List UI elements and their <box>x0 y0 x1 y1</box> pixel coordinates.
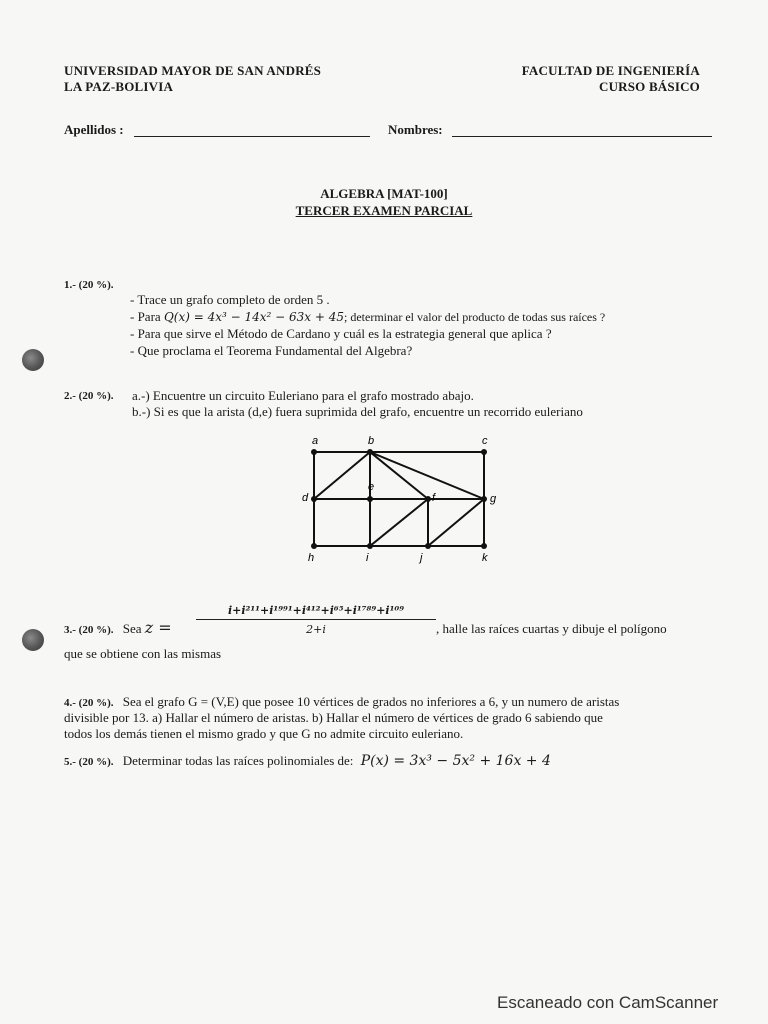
question-4-line-2: divisible por 13. a) Hallar el número de aristas. b) Hallar el número de vértices de grado 6 sabiendo que <box>64 710 603 725</box>
question-1-item-2 <box>130 309 605 325</box>
graph-node-k <box>481 543 487 549</box>
question-3-line-2: que se obtiene con las mismas <box>64 646 222 661</box>
university-name: UNIVERSIDAD MAYOR DE SAN ANDRÉS <box>64 63 322 78</box>
graph-node-c <box>481 449 487 455</box>
graph-edge-f-i <box>370 499 428 546</box>
graph-node-label-c: c <box>482 435 488 447</box>
question-5 <box>64 753 551 770</box>
graph-node-label-e: e <box>368 481 375 493</box>
graph-node-label-f: f <box>432 492 436 504</box>
camscanner-watermark: Escaneado con CamScanner <box>497 993 719 1012</box>
fraction-numerator: i+i²¹¹+i¹⁹⁹¹+i⁴¹²+i⁶⁵+i¹⁷⁸⁹+i¹⁰⁹ <box>227 604 405 617</box>
exam-subject: ALGEBRA [MAT-100] <box>320 186 448 201</box>
graph-edge-b-f <box>370 452 428 499</box>
exam-title-text: TERCER EXAMEN PARCIAL <box>295 203 473 218</box>
question-2-number: 2.- (20 %). <box>64 390 114 402</box>
fraction <box>196 604 436 636</box>
graph-edges <box>314 452 484 546</box>
question-1-number: 1.- (20 %). <box>64 279 114 291</box>
graph-edge-b-g <box>370 452 484 499</box>
exam-title <box>0 203 768 219</box>
graph-node-j <box>425 543 431 549</box>
faculty-header <box>522 63 700 95</box>
question-5-number: 5.- (20 %). <box>64 756 114 768</box>
institution-header <box>64 63 321 95</box>
graph-node-d <box>311 496 317 502</box>
punch-hole-bottom <box>22 629 44 651</box>
question-4-line-3: todos los demás tienen el mismo grado y que G no admite circuito euleriano. <box>64 726 464 741</box>
euler-graph <box>290 430 510 570</box>
graph-node-h <box>311 543 317 549</box>
graph-node-label-h: h <box>308 552 315 564</box>
graph-edge-b-d <box>314 452 370 499</box>
question-4-text-1: Sea el grafo G = (V,E) que posee 10 vértices de grados no inferiores a 6, y un numero de aristas <box>122 694 620 709</box>
graph-node-label-a: a <box>312 435 319 447</box>
graph-node-f <box>425 496 431 502</box>
question-1-item-2-prefix: - Para <box>130 309 161 324</box>
variable-z: z = <box>144 618 172 637</box>
apellidos-label: Apellidos : <box>64 122 124 137</box>
apellidos-field[interactable] <box>134 136 370 137</box>
graph-node-a <box>311 449 317 455</box>
question-1-item-3: - Para que sirve el Método de Cardano y cuál es la estrategia general que aplica ? <box>130 326 552 341</box>
polynomial-q: Q(x) = 4x³ − 14x² − 63x + 45 <box>163 310 345 324</box>
question-3-prefix: Sea <box>122 621 142 636</box>
graph-node-g <box>481 496 487 502</box>
question-3-suffix: , halle las raíces cuartas y dibuje el polígono <box>436 621 667 636</box>
nombres-field[interactable] <box>452 136 712 137</box>
graph-node-label-d: d <box>302 492 309 504</box>
question-3-number: 3.- (20 %). <box>64 624 114 636</box>
graph-node-label-b: b <box>368 435 375 447</box>
question-4-line-1 <box>64 694 619 711</box>
graph-node-label-k: k <box>482 552 488 564</box>
question-4-number: 4.- (20 %). <box>64 697 114 709</box>
graph-edge-g-j <box>428 499 484 546</box>
question-2-part-a: a.-) Encuentre un circuito Euleriano para el grafo mostrado abajo. <box>132 388 474 403</box>
university-city: LA PAZ-BOLIVIA <box>64 79 174 94</box>
question-1-item-4: - Que proclama el Teorema Fundamental del Algebra? <box>130 343 413 358</box>
fraction-denominator: 2+i <box>306 623 326 636</box>
graph-node-label-i: i <box>366 552 369 564</box>
graph-node-label-g: g <box>490 493 497 505</box>
course-name: CURSO BÁSICO <box>598 79 700 94</box>
graph-node-b <box>367 449 373 455</box>
polynomial-p: P(x) = 3x³ − 5x² + 16x + 4 <box>360 753 551 769</box>
nombres-label: Nombres: <box>388 122 443 137</box>
question-2-part-b: b.-) Si es que la arista (d,e) fuera suprimida del grafo, encuentre un recorrido euleriano <box>132 404 583 419</box>
punch-hole-top <box>22 349 44 371</box>
graph-node-i <box>367 543 373 549</box>
graph-node-label-j: j <box>420 552 423 564</box>
question-1-item-1: - Trace un grafo completo de orden 5 . <box>130 292 330 307</box>
question-3-lead <box>64 620 172 638</box>
fraction-bar <box>196 619 436 620</box>
question-5-text: Determinar todas las raíces polinomiales de: <box>122 753 354 768</box>
question-1-item-2-suffix: ; determinar el valor del producto de todas sus raíces ? <box>344 310 606 324</box>
graph-node-e <box>367 496 373 502</box>
faculty-name: FACULTAD DE INGENIERÍA <box>521 63 700 78</box>
